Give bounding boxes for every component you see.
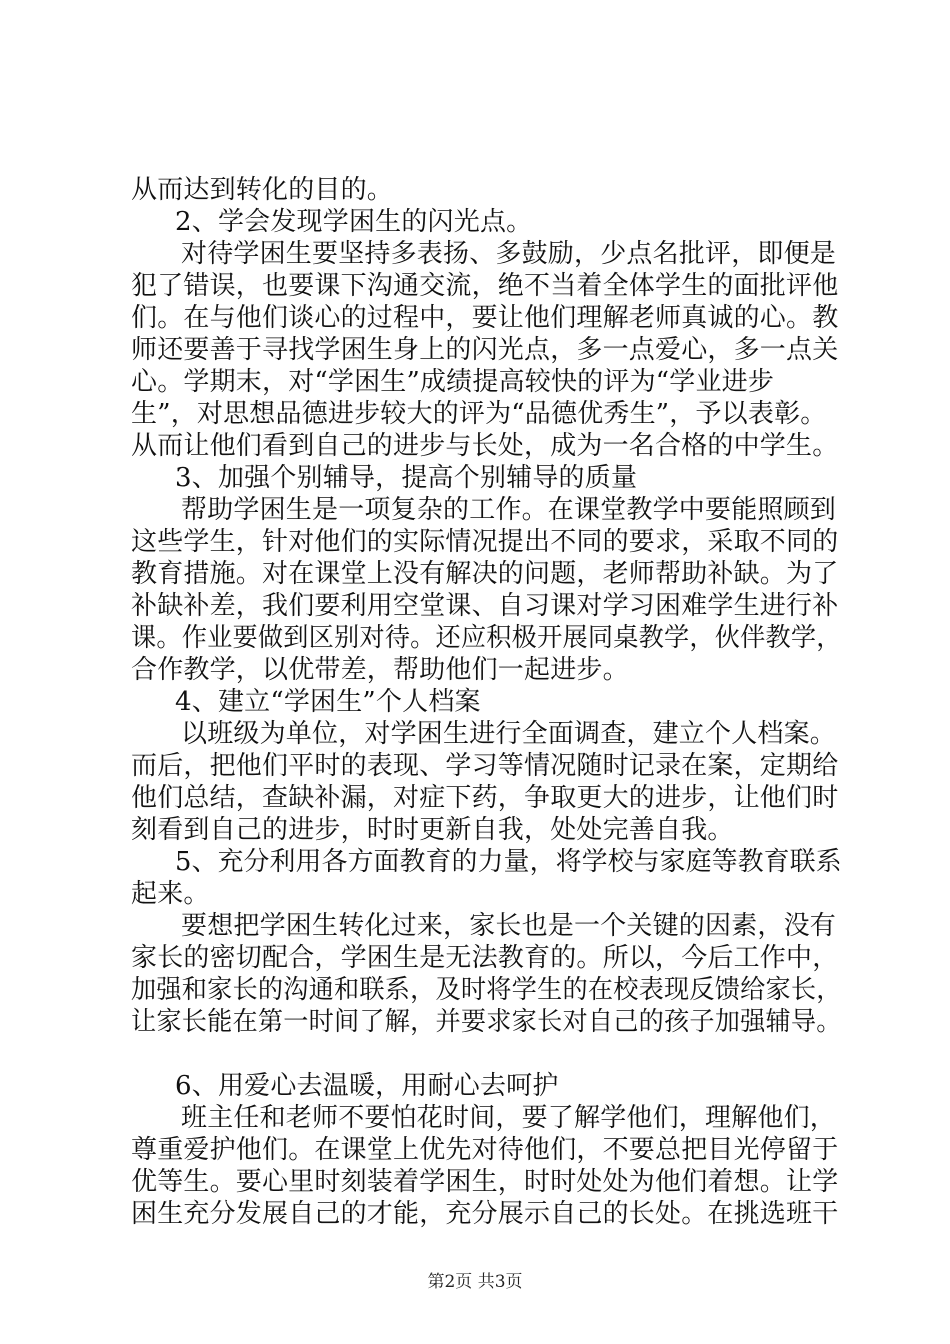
section-heading-6: 6、用爱心去温暖，用耐心去呵护 [175, 1071, 559, 1101]
text-line: 补缺补差，我们要利用空堂课、自习课对学习困难学生进行补 [131, 591, 839, 621]
text-line: 加强和家长的沟通和联系，及时将学生的在校表现反馈给家长， [131, 975, 842, 1005]
text-line: 犯了错误，也要课下沟通交流，绝不当着全体学生的面批评他 [131, 271, 839, 301]
text-line: 他们总结，查缺补漏，对症下药，争取更大的进步，让他们时 [131, 783, 839, 813]
text-line: 合作教学，以优带差，帮助他们一起进步。 [131, 655, 629, 685]
text-line: 师还要善于寻找学困生身上的闪光点，多一点爱心，多一点关 [131, 335, 839, 365]
text-line: 尊重爱护他们。在课堂上优先对待他们，不要总把目光停留于 [131, 1135, 839, 1165]
text-line: 起来。 [131, 879, 210, 909]
text-line: 家长的密切配合，学困生是无法教育的。所以，今后工作中， [131, 943, 839, 973]
text-line: 帮助学困生是一项复杂的工作。在课堂教学中要能照顾到 [181, 495, 837, 525]
text-line: 以班级为单位，对学困生进行全面调查，建立个人档案。 [181, 719, 837, 749]
section-heading-3: 3、加强个别辅导，提高个别辅导的质量 [175, 463, 638, 493]
text-line: 让家长能在第一时间了解，并要求家长对自己的孩子加强辅导。 [131, 1007, 842, 1037]
section-heading-5: 5、充分利用各方面教育的力量，将学校与家庭等教育联系 [175, 847, 842, 877]
text-line: 们。在与他们谈心的过程中，要让他们理解老师真诚的心。教 [131, 303, 839, 333]
text-line: 教育措施。对在课堂上没有解决的问题，老师帮助补缺。为了 [131, 559, 839, 589]
text-line: 优等生。要心里时刻装着学困生，时时处处为他们着想。让学 [131, 1167, 839, 1197]
text-line: 从而让他们看到自己的进步与长处，成为一名合格的中学生。 [131, 431, 839, 461]
text-line: 心。学期末，对“学困生”成绩提高较快的评为“学业进步 [131, 367, 775, 397]
text-line: 刻看到自己的进步，时时更新自我，处处完善自我。 [131, 815, 734, 845]
section-heading-4: 4、建立“学困生”个人档案 [175, 687, 481, 717]
text-line: 对待学困生要坚持多表扬、多鼓励，少点名批评，即便是 [181, 239, 837, 269]
section-heading-2: 2、学会发现学困生的闪光点。 [175, 207, 533, 237]
text-line: 这些学生，针对他们的实际情况提出不同的要求，采取不同的 [131, 527, 839, 557]
text-line: 要想把学困生转化过来，家长也是一个关键的因素，没有 [181, 911, 837, 941]
text-line: 班主任和老师不要怕花时间，要了解学他们，理解他们， [181, 1103, 837, 1133]
text-line: 生”，对思想品德进步较大的评为“品德优秀生”，予以表彰。 [131, 399, 827, 429]
text-line: 从而达到转化的目的。 [131, 175, 394, 205]
text-line: 课。作业要做到区别对待。还应积极开展同桌教学，伙伴教学， [131, 623, 842, 653]
page-number-footer: 第2页 共3页 [427, 1272, 523, 1292]
text-line: 困生充分发展自己的才能，充分展示自己的长处。在挑选班干 [131, 1199, 839, 1229]
text-line: 而后，把他们平时的表现、学习等情况随时记录在案，定期给 [131, 751, 839, 781]
